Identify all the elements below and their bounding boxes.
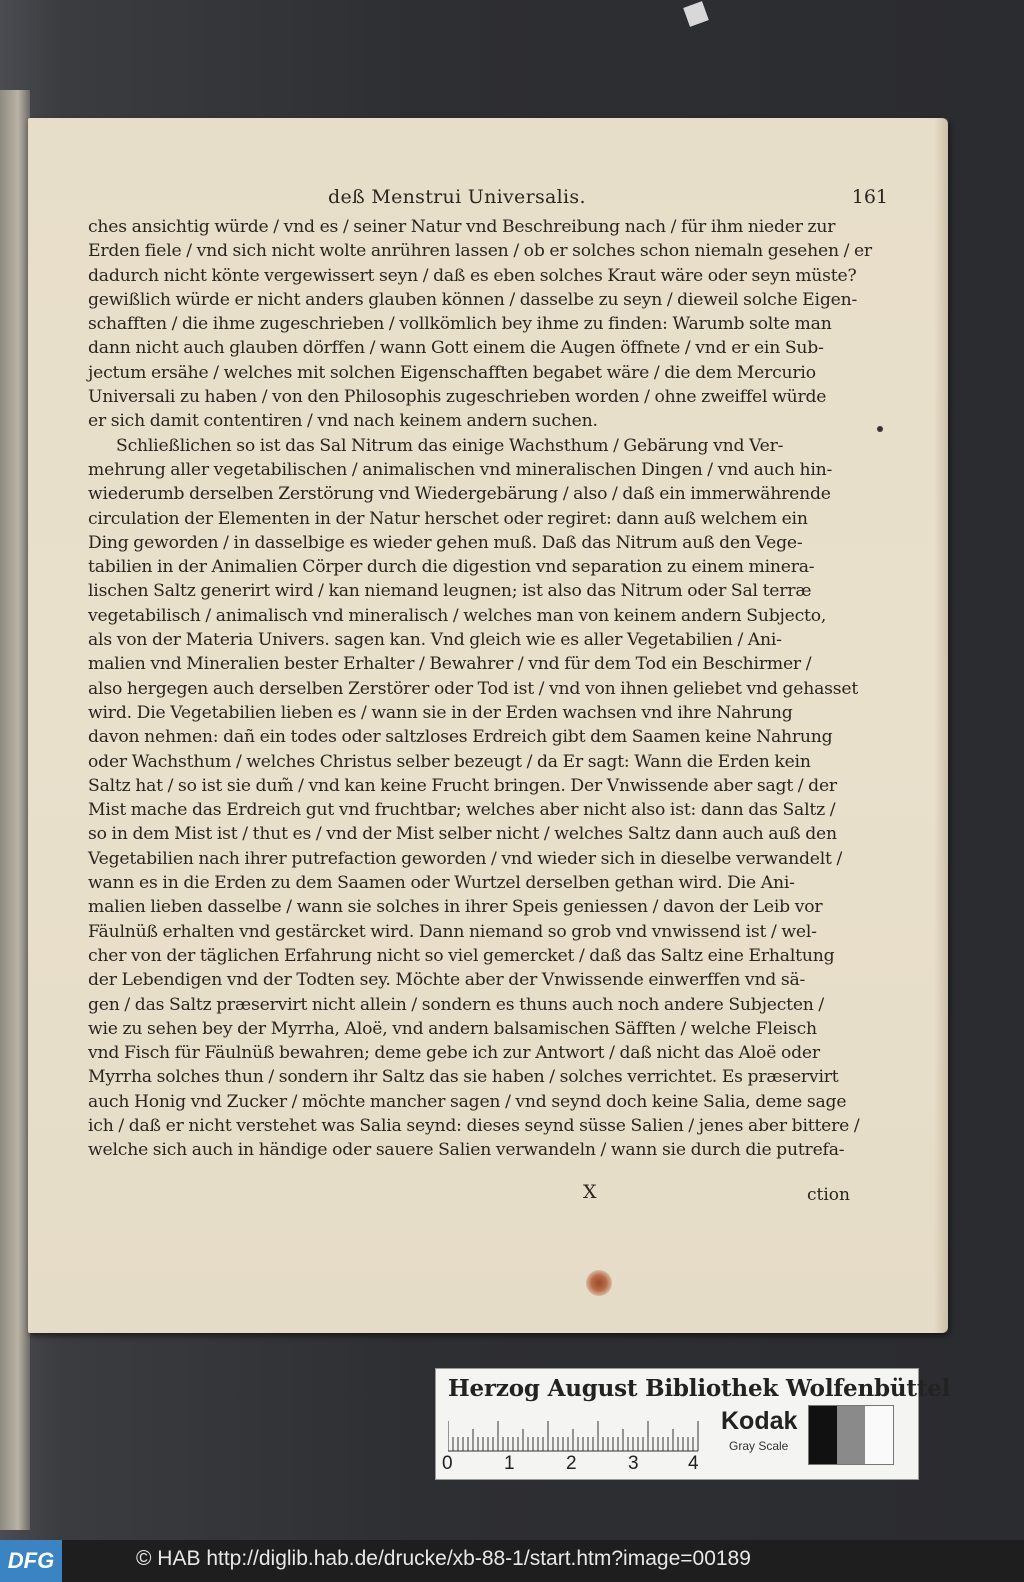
text-line: Saltz hat / so ist sie dum̃ / vnd kan keine Frucht bringen. Der Vnwissende aber sagt / der (88, 775, 837, 796)
ruler-scale (448, 1415, 710, 1455)
color-ruler-card (435, 1368, 951, 1480)
dfg-logo: DFG (0, 1540, 62, 1582)
text-line: welche sich auch in händige oder sauere Salien verwandeln / wann sie durch die putrefa- (88, 1140, 845, 1161)
gray-scale-patches (808, 1405, 894, 1465)
ruler-number: 1 (504, 1453, 515, 1474)
running-head (328, 186, 888, 216)
gray-scale-label: Gray Scale (729, 1439, 789, 1453)
text-line: Myrrha solches thun / sondern ihr Saltz das sie haben / solches verrichtet. Es præservirt (88, 1067, 839, 1088)
signature-row (88, 1181, 850, 1207)
text-line: er sich damit contentiren / vnd nach keinem andern suchen. (88, 411, 598, 432)
text-line: dann nicht auch glauben dörffen / wann Gott einem die Augen öffnete / vnd er ein Sub- (88, 338, 824, 359)
text-body (88, 215, 872, 1163)
text-line: wie zu sehen bey der Myrrha, Aloë, vnd andern balsamischen Säfften / welche Fleisch (88, 1018, 817, 1039)
text-line: malien lieben dasselbe / wann sie solches in ihrer Speis geniessen / davon der Leib vor (88, 897, 823, 918)
signature-mark: X (583, 1181, 597, 1203)
text-line: wann es in die Erden zu dem Saamen oder Wurtzel derselben gethan wird. Die Ani- (88, 873, 795, 894)
footer-bar (0, 1540, 1024, 1582)
kodak-brand: Kodak (721, 1407, 798, 1435)
text-line: schafften / die ihme zugeschrieben / vollkömlich bey ihme zu finden: Warumb solte man (88, 314, 832, 335)
text-line: als von der Materia Univers. sagen kan. Vnd gleich wie es aller Vegetabilien / Ani- (88, 630, 782, 651)
stain-mark (586, 1270, 612, 1296)
text-line: jectum ersähe / welches mit solchen Eigenschafften begabet wäre / die dem Mercurio (88, 362, 816, 383)
text-line: malien vnd Mineralien bester Erhalter / Bewahrer / vnd für dem Tod ein Beschirmer / (88, 654, 812, 675)
text-line: Ding geworden / in dasselbige es wieder gehen muß. Daß das Nitrum auß den Vege- (88, 532, 803, 553)
text-line: cher von der täglichen Erfahrung nicht so viel gemercket / daß das Saltz eine Erhaltung (88, 945, 835, 966)
text-line: lischen Saltz generirt wird / kan niemand leugnen; ist also das Nitrum oder Sal terræ (88, 581, 812, 602)
ruler-number: 4 (688, 1453, 699, 1474)
text-line: dadurch nicht könte vergewissert seyn / daß es eben solches Kraut wäre oder seyn müste? (88, 265, 857, 286)
book-page (28, 118, 948, 1333)
text-line: oder Wachsthum / welches Christus selber bezeugt / da Er sagt: Wann die Erden kein (88, 751, 811, 772)
ruler-number: 3 (628, 1453, 639, 1474)
text-line: Vegetabilien nach ihrer putrefaction geworden / vnd wieder sich in dieselbe verwandelt / (88, 848, 843, 869)
text-line: wiederumb derselben Zerstörung vnd Wiedergebärung / also / daß ein immerwährende (88, 484, 831, 505)
text-line: ich / daß er nicht verstehet was Salia seynd: dieses seynd süsse Salien / jenes aber bittere / (88, 1115, 860, 1136)
text-line: circulation der Elementen in der Natur herschet oder regiret: dann auß welchem ein (88, 508, 808, 529)
text-line: wird. Die Vegetabilien lieben es / wann sie in der Erden wachsen vnd ihre Nahrung (88, 702, 793, 723)
copyright-url[interactable]: © HAB http://diglib.hab.de/drucke/xb-88-1/start.htm?image=00189 (136, 1547, 751, 1570)
text-line: Schließlichen so ist das Sal Nitrum das einige Wachsthum / Gebärung vnd Ver- (116, 435, 784, 456)
catchword: ction (807, 1185, 850, 1205)
text-line: Fäulnüß erhalten vnd gestärcket wird. Dann niemand so grob vnd vnwissend ist / wel- (88, 921, 817, 942)
text-line: gewißlich würde er nicht anders glauben können / dasselbe zu seyn / dieweil solche Eigen- (88, 289, 858, 310)
text-line: davon nehmen: dañ ein todes oder saltzloses Erdreich gibt dem Saamen keine Nahrung (88, 727, 833, 748)
library-name: Herzog August Bibliothek Wolfenbüttel (448, 1375, 951, 1402)
ink-spot (877, 426, 883, 432)
page-number: 161 (851, 186, 888, 208)
text-line: tabilien in der Animalien Cörper durch die digestion vnd separation zu einem minera- (88, 557, 815, 578)
text-line: vegetabilisch / animalisch vnd mineralisch / welches man von keinem andern Subjecto, (88, 605, 827, 626)
ruler-number: 2 (566, 1453, 577, 1474)
text-line: gen / das Saltz præservirt nicht allein / sondern es thuns auch noch andere Subjecten / (88, 994, 825, 1015)
text-line: vnd Fisch für Fäulnüß bewahren; deme gebe ich zur Antwort / daß nicht das Aloë oder (88, 1043, 820, 1064)
text-line: also hergegen auch derselben Zerstörer oder Tod ist / vnd von ihnen geliebet vnd gehasset (88, 678, 859, 699)
ruler-numbers (442, 1453, 712, 1475)
text-line: so in dem Mist ist / thut es / vnd der Mist selber nicht / welches Saltz dann auch auß den (88, 824, 837, 845)
running-title: deß Menstrui Universalis. (328, 186, 586, 208)
text-line: der Lebendigen vnd der Todten sey. Möchte aber der Vnwissende einwerffen vnd sä- (88, 970, 806, 991)
text-line: Universali zu haben / von den Philosophis zugeschrieben worden / ohne zweiffel würde (88, 387, 827, 408)
text-line: Erden fiele / vnd sich nicht wolte anrühren lassen / ob er solches schon niemaln gesehen / er (88, 241, 872, 262)
text-line: auch Honig vnd Zucker / möchte mancher sagen / vnd seynd doch keine Salia, deme sage (88, 1091, 847, 1112)
previous-page-edge (0, 90, 30, 1530)
text-line: mehrung aller vegetabilischen / animalischen vnd mineralischen Dingen / vnd auch hin- (88, 459, 833, 480)
text-line: Mist mache das Erdreich gut vnd fruchtbar; welches aber nicht also ist: dann das Saltz / (88, 800, 836, 821)
text-line: ches ansichtig würde / vnd es / seiner Natur vnd Beschreibung nach / für ihm nieder zur (88, 217, 836, 237)
ruler-number: 0 (442, 1453, 453, 1474)
